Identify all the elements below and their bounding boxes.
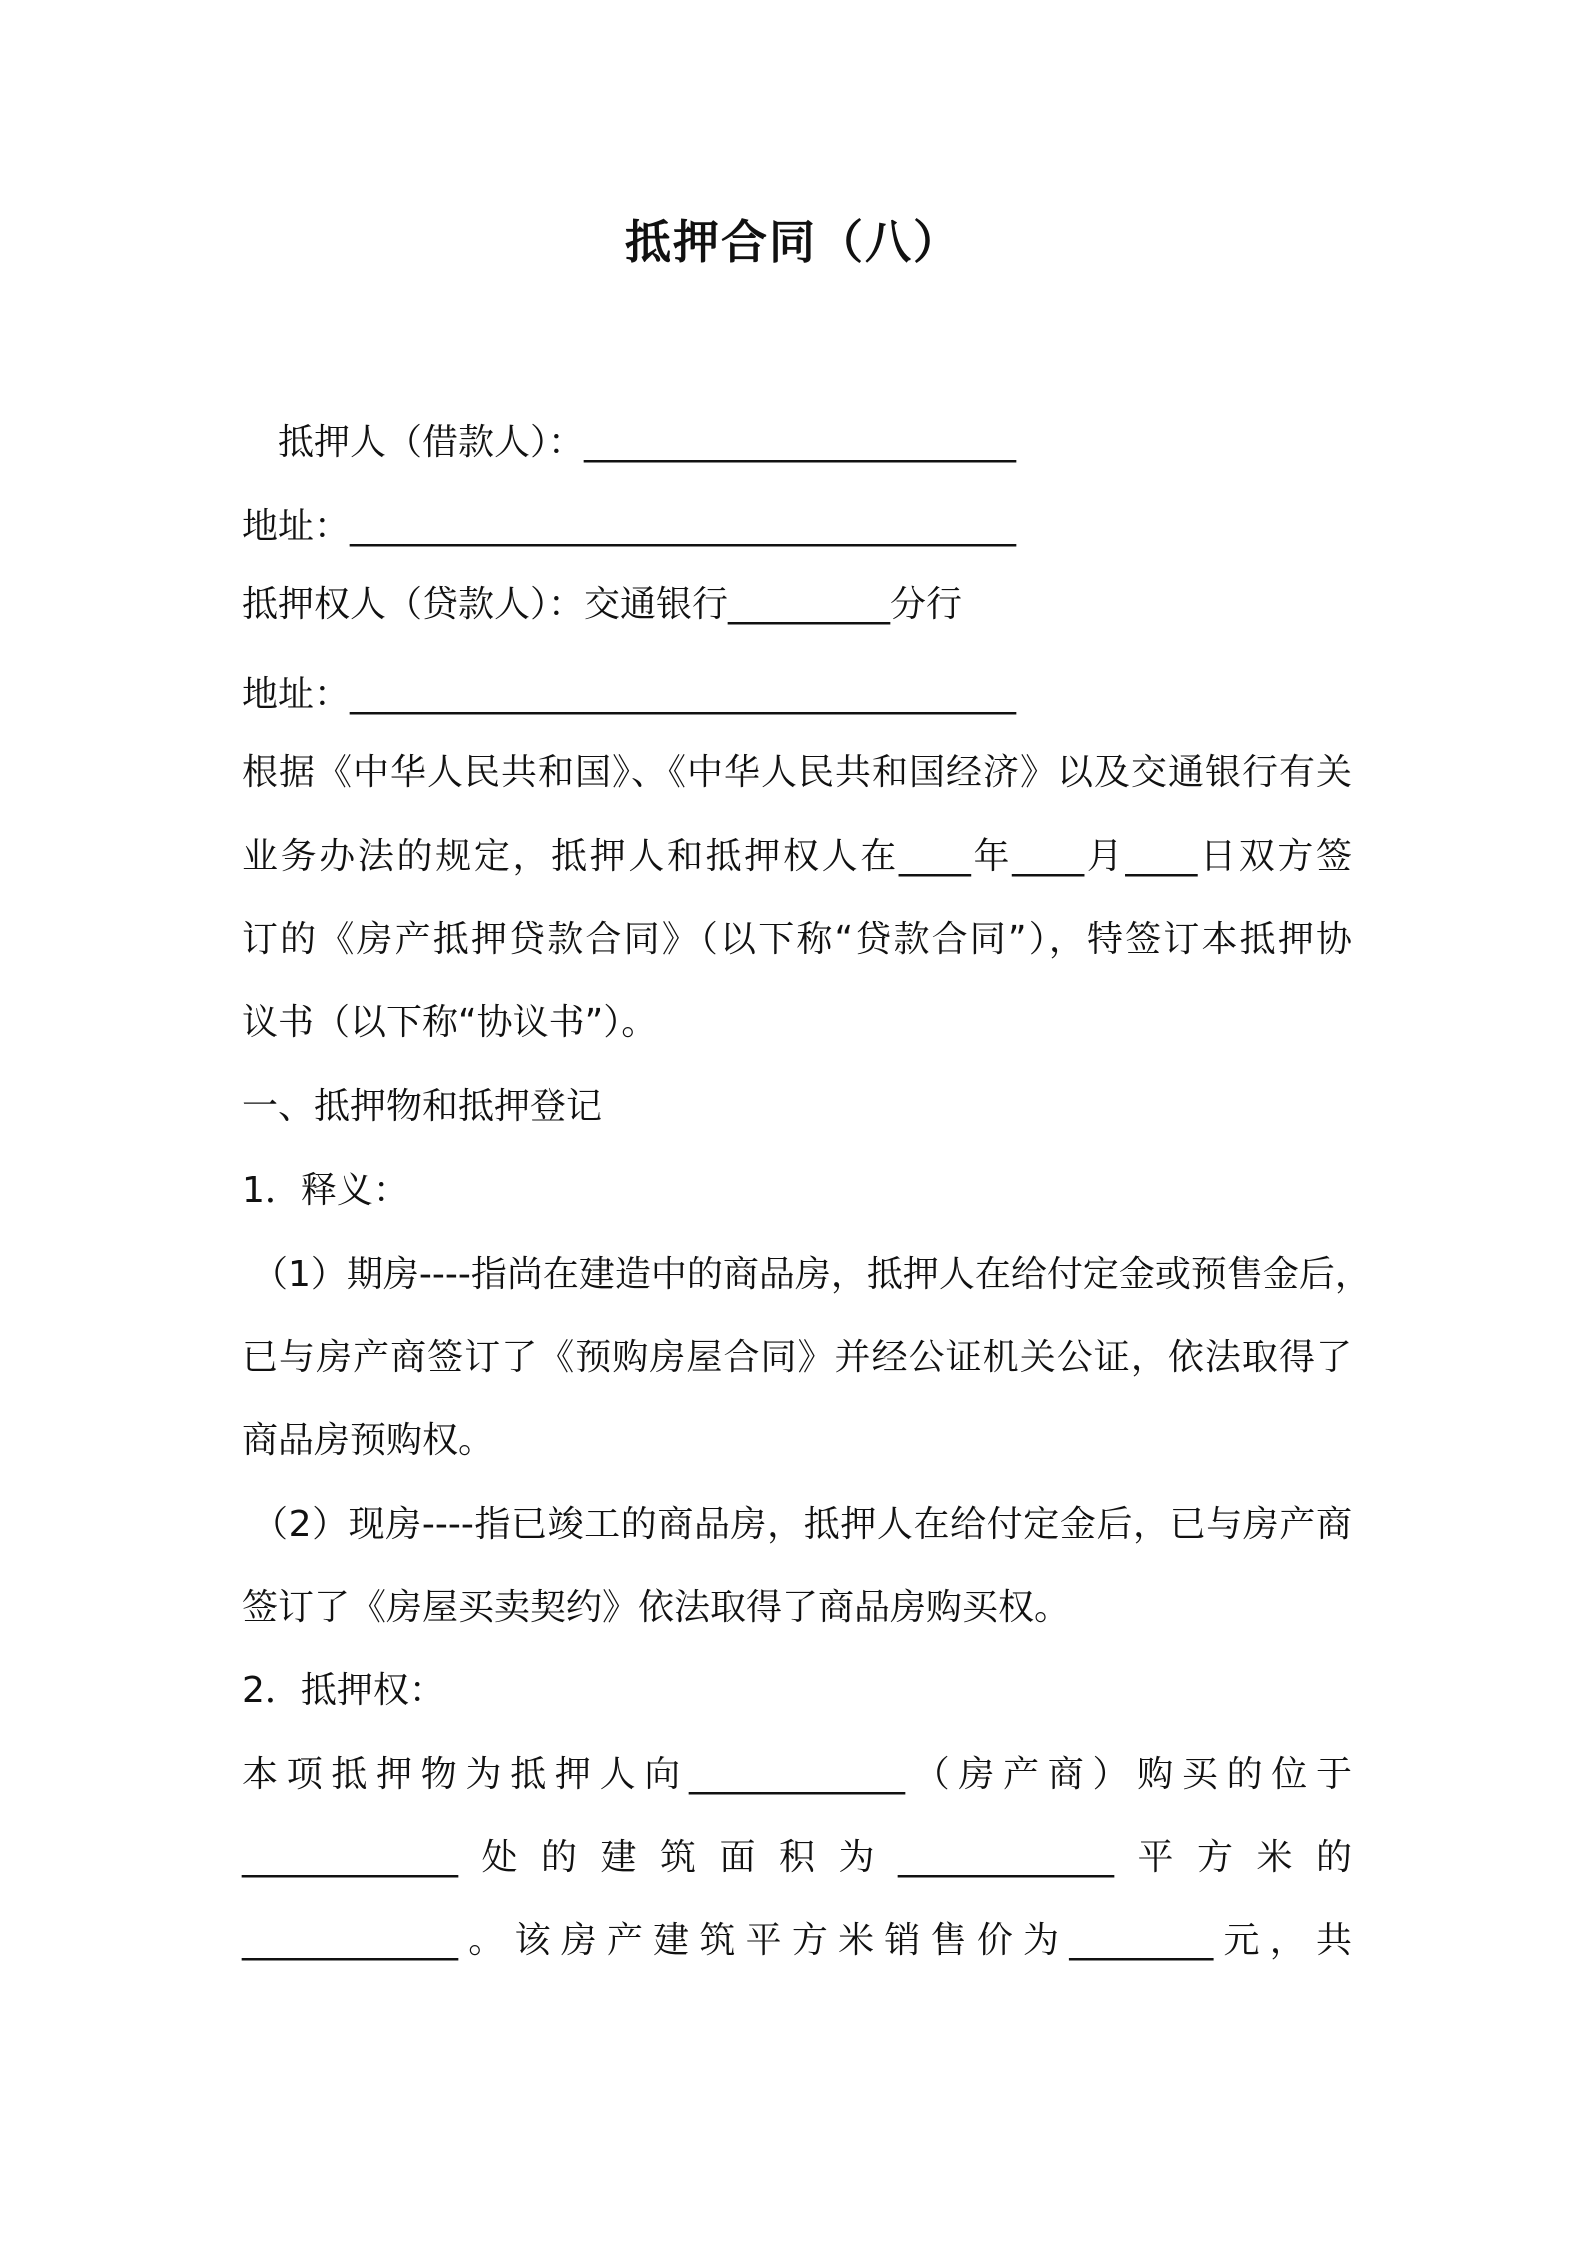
- preamble-line-3: 订的《房产抵押贷款合同》（以下称“贷款合同”），特签订本抵押协: [242, 919, 1352, 960]
- definition-1-line-2: 已与房产商签订了《预购房屋合同》并经公证机关公证，依法取得了: [242, 1337, 1352, 1378]
- section-heading-1: 一、抵押物和抵押登记: [242, 1086, 603, 1127]
- mortgagor-line: 抵押人（借款人）：________________________: [278, 422, 1017, 463]
- mortgage-right-line-3: ____________。该房产建筑平方米销售价为________元，共: [242, 1920, 1352, 1961]
- mortgagor-address-line: 地址：_____________________________________: [242, 506, 1017, 547]
- subsection-mortgage-right: 2．抵押权：: [242, 1670, 445, 1711]
- preamble-line-4: 议书（以下称“协议书”）。: [242, 1002, 658, 1043]
- mortgagee-line: 抵押权人（贷款人）：交通银行_________分行: [242, 584, 963, 625]
- mortgage-right-line-2: ____________处的建筑面积为____________平方米的: [242, 1837, 1352, 1878]
- definition-2-line-2: 签订了《房屋买卖契约》依法取得了商品房购买权。: [242, 1587, 1071, 1628]
- subsection-definitions: 1．释义：: [242, 1170, 409, 1211]
- mortgage-right-line-1: 本项抵押物为抵押人向____________（房产商）购买的位于: [242, 1754, 1352, 1795]
- preamble-line-2: 业务办法的规定，抵押人和抵押权人在____年____月____日双方签: [242, 836, 1352, 877]
- definition-1-line-1: （1）期房----指尚在建造中的商品房，抵押人在给付定金或预售金后，: [252, 1254, 1371, 1295]
- definition-1-line-3: 商品房预购权。: [242, 1420, 495, 1461]
- preamble-line-1: 根据《中华人民共和国》、《中华人民共和国经济》以及交通银行有关: [242, 752, 1352, 793]
- mortgagee-address-line: 地址：_____________________________________: [242, 674, 1017, 715]
- document-title: 抵押合同（八）: [625, 215, 961, 269]
- definition-2-line-1: （2）现房----指已竣工的商品房，抵押人在给付定金后，已与房产商: [252, 1504, 1352, 1545]
